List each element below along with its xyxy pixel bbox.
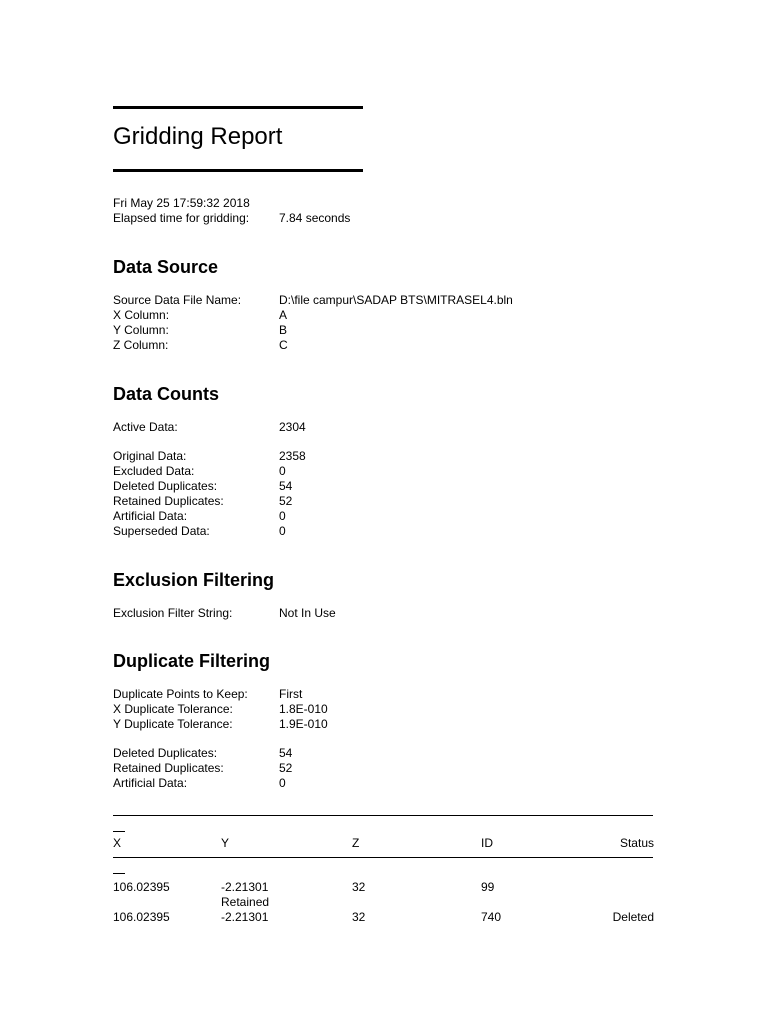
row-value: 2358	[279, 449, 306, 463]
row-label: Artificial Data:	[113, 776, 188, 790]
row-value: B	[279, 323, 288, 337]
row-label: Retained Duplicates:	[113, 761, 224, 775]
row-label: Superseded Data:	[113, 524, 210, 538]
data-counts-heading: Data Counts	[113, 384, 220, 404]
row-value: 54	[279, 479, 293, 493]
row-label: X Duplicate Tolerance:	[113, 702, 233, 716]
row-value: 1.9E-010	[279, 717, 328, 731]
report-datetime: Fri May 25 17:59:32 2018	[113, 196, 250, 210]
col-header-z: Z	[352, 836, 360, 850]
table-rule-header-wrap	[113, 873, 125, 874]
table-header	[113, 836, 654, 851]
elapsed-label: Elapsed time for gridding:	[113, 211, 250, 225]
duplicate-filtering-heading: Duplicate Filtering	[113, 651, 271, 671]
data-counts-section	[113, 420, 673, 539]
row-label: Active Data:	[113, 420, 178, 434]
row-value: 0	[279, 464, 286, 478]
exclusion-filtering-heading: Exclusion Filtering	[113, 570, 275, 590]
row-label: Deleted Duplicates:	[113, 479, 218, 493]
duplicate-filtering-section	[113, 687, 673, 791]
table-row	[113, 910, 654, 925]
data-source-heading: Data Source	[113, 257, 219, 277]
table-rule-header	[113, 857, 653, 858]
spacer	[113, 435, 673, 449]
table-rule-top	[113, 815, 653, 816]
cell-z: 32	[352, 910, 366, 924]
row-value: 52	[279, 494, 293, 508]
row-label: Source Data File Name:	[113, 293, 242, 307]
row-value: C	[279, 338, 288, 352]
data-source-section	[113, 293, 673, 353]
row-label: Retained Duplicates:	[113, 494, 224, 508]
row-value: D:\file campur\SADAP BTS\MITRASEL4.bln	[279, 293, 513, 307]
col-header-x: X	[113, 836, 122, 850]
col-header-status: Status	[619, 836, 654, 850]
cell-status: Deleted	[612, 910, 654, 924]
row-value: First	[279, 687, 303, 701]
row-label: Exclusion Filter String:	[113, 606, 233, 620]
table-rule-top-wrap	[113, 831, 125, 832]
report-meta	[113, 196, 673, 226]
row-label: X Column:	[113, 308, 170, 322]
row-value: Not In Use	[279, 606, 336, 620]
table-row	[113, 880, 654, 895]
cell-x: 106.02395	[113, 880, 170, 894]
cell-y: -2.21301	[221, 910, 269, 924]
row-label: Deleted Duplicates:	[113, 746, 218, 760]
cell-status-wrapped	[113, 895, 654, 910]
elapsed-value: 7.84 seconds	[279, 211, 351, 225]
exclusion-filtering-section	[113, 606, 673, 621]
title-rule-bottom	[113, 169, 363, 172]
row-value: 54	[279, 746, 293, 760]
report-title: Gridding Report	[113, 123, 283, 150]
row-value: A	[279, 308, 288, 322]
row-value: 0	[279, 524, 286, 538]
spacer	[113, 732, 673, 746]
row-value: 2304	[279, 420, 306, 434]
cell-y: -2.21301	[221, 880, 269, 894]
row-label: Y Duplicate Tolerance:	[113, 717, 233, 731]
row-value: 0	[279, 776, 286, 790]
cell-id: 99	[481, 880, 495, 894]
title-rule-top	[113, 106, 363, 109]
row-label: Z Column:	[113, 338, 169, 352]
cell-id: 740	[481, 910, 502, 924]
row-value: 1.8E-010	[279, 702, 328, 716]
col-header-y: Y	[221, 836, 230, 850]
row-label: Excluded Data:	[113, 464, 195, 478]
col-header-id: ID	[481, 836, 493, 850]
cell-x: 106.02395	[113, 910, 170, 924]
row-label: Artificial Data:	[113, 509, 188, 523]
row-value: 0	[279, 509, 286, 523]
cell-z: 32	[352, 880, 366, 894]
row-value: 52	[279, 761, 293, 775]
row-label: Original Data:	[113, 449, 187, 463]
row-label: Duplicate Points to Keep:	[113, 687, 248, 701]
cell-status: Retained	[221, 895, 270, 909]
row-label: Y Column:	[113, 323, 169, 337]
